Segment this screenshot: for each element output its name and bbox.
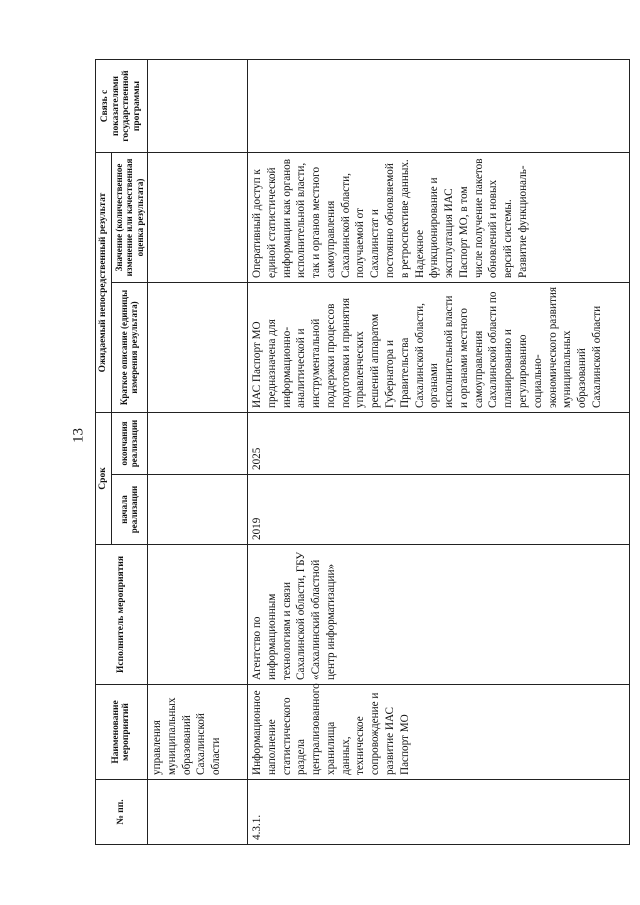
rotated-table-area <box>95 60 630 845</box>
cell-desc: ИАС Паспорт МО предназначена для информационно-аналитической и инструментальной поддержки процессов подготовки и принятия управленческих решений аппаратом Губернатора и Правительства Сахалинской области, органами исполнительной власти и органами местного самоуправления Сахалинской области по планированию и регулированию социально-экономического развития муниципальных образований Сахалинской области <box>247 283 629 413</box>
cell-value <box>147 153 247 283</box>
header-row-1 <box>96 60 112 845</box>
cell-link <box>247 60 629 153</box>
cell-link <box>147 60 247 153</box>
cell-num <box>147 780 247 845</box>
cell-end <box>147 413 247 475</box>
cell-desc <box>147 283 247 413</box>
cell-start: 2019 <box>247 475 629 545</box>
cell-start <box>147 475 247 545</box>
header-term-start: начала реализации <box>111 475 147 545</box>
cell-name: управления муниципальных образований Сахалинской области <box>147 685 247 780</box>
cell-name: Информационное наполнение статистического раздела централизованного хранилища данных, техническое сопровождение и развитие ИАС Паспорт МО <box>247 685 629 780</box>
header-name: Наименование мероприятий <box>96 685 148 780</box>
header-term-end: окончания реализации <box>111 413 147 475</box>
cell-executor <box>147 545 247 685</box>
table-row <box>147 60 247 845</box>
header-executor: Исполнитель мероприятия <box>96 545 148 685</box>
page-number: 13 <box>70 428 87 443</box>
cell-value: Оперативный доступ к единой статистической информации как органов исполнительной власти, так и органов местного самоуправления Сахалинской области, получаемой от Сахалинстат и постоянно обновляемой в ретроспективе данных. Надежное функционирование и эксплуатация ИАС Паспорт МО, в том числе получение пакетов обновлений и новых версий системы. Развитие функциональ- <box>247 153 629 283</box>
header-term: Срок <box>96 413 112 545</box>
cell-num: 4.3.1. <box>247 780 629 845</box>
header-expected: Ожидаемый непосредственный результат <box>96 153 112 413</box>
header-expected-value: Значение (количественное изменение или качественная оценка результата) <box>111 153 147 283</box>
cell-end: 2025 <box>247 413 629 475</box>
measures-table <box>95 59 630 845</box>
header-expected-desc: Краткое описание (единицы измерения результата) <box>111 283 147 413</box>
cell-executor: Агентство по информационным технологиям и связи Сахалинской области, ГБУ «Сахалинский областной центр информатизации» <box>247 545 629 685</box>
header-link: Связь с показателями государственной программы <box>96 60 148 153</box>
table-row <box>247 60 629 845</box>
header-num: № пп. <box>96 780 148 845</box>
